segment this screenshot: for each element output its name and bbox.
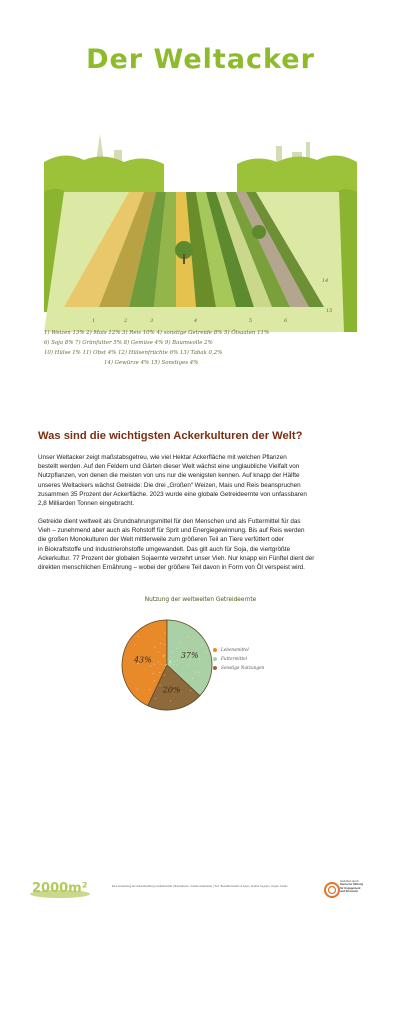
pie-texture-dot: [149, 689, 150, 690]
svg-text:4: 4: [194, 318, 198, 324]
pie-texture-dot: [154, 680, 155, 681]
pie-texture-dot: [170, 662, 171, 663]
pie-texture-dot: [165, 644, 166, 645]
legend-line: 14) Gewürze 4% 15) Sonstiges 4%: [104, 360, 199, 366]
pie-texture-dot: [134, 644, 135, 645]
pie-texture-dot: [137, 689, 138, 690]
legend-line: 6) Soja 8% 7) Grünfutter 5% 8) Gemüse 4% 9) Baumwolle 2%: [44, 340, 213, 346]
2000m2-logo-icon: [30, 876, 100, 898]
pie-texture-dot: [176, 648, 177, 649]
pie-texture-dot: [154, 664, 155, 665]
svg-text:5: 5: [249, 318, 253, 324]
svg-text:2000m²: 2000m²: [32, 881, 88, 896]
chart-title: Nutzung der weltweiten Getreideernte: [144, 597, 257, 603]
legend-line: 1) Weizen 13% 2) Mais 12% 3) Reis 10% 4) sonstige Getreide 8% 5) Ölsaaten 11%: [44, 330, 270, 336]
pie-texture-dot: [164, 665, 165, 666]
pie-texture-dot: [166, 664, 167, 665]
pie-texture-dot: [158, 662, 159, 663]
legend-item-lebensmittel: Lebensmittel: [213, 647, 249, 652]
svg-text:15: 15: [326, 308, 333, 314]
legend-item-futtermittel: Futtermittel: [213, 656, 247, 661]
pie-texture-dot: [161, 664, 162, 665]
field-icon: [44, 132, 357, 397]
field-illustration: [44, 132, 357, 397]
foundation-text: Gefördert durch Deutsche Stiftung für Engagement und Ehrenamt: [340, 880, 363, 894]
pie-texture-dot: [155, 698, 156, 699]
pie-data-label: 37%: [180, 651, 199, 661]
paragraph-1: Unser Weltacker zeigt maßstabsgetreu, wie viel Hektar Ackerfläche mit welchen Pflanzen bestellt werden. Auf den Feldern und Gärten dieser Welt wächst eine unglaubliche Vielfalt von Nutzpflanzen, von denen die meisten von uns nur die wenigsten kennen. Auf knapp der Hälfte unseres Weltackers wächst Getreide: Die drei „Großen“ Weizen, Mais und Reis beanspruchen zusammen 35 Prozent der Ackerfläche. 2023 wurde eine globale Getreideernte von unfassbaren 2,8 Milliarden Tonnen eingebracht.: [38, 454, 307, 508]
pie-texture-dot: [179, 642, 180, 643]
pie-texture-dot: [153, 673, 154, 674]
pie-chart: [120, 618, 214, 712]
pie-texture-dot: [164, 655, 165, 656]
pie-texture-dot: [164, 675, 165, 676]
legend-swatch: [213, 657, 217, 661]
svg-text:14: 14: [322, 278, 329, 284]
pie-texture-dot: [160, 685, 161, 686]
pie-texture-dot: [170, 700, 171, 701]
svg-text:1: 1: [92, 318, 96, 324]
footer-credits: Eine Ausstellung der Zukunftsstiftung Landwirtschaft | Illustrationen: Andrea Grabowsky | Text: Benedikt Haerlin & Jaymi, Andrea Cuypers, Jürgen Jordan: [112, 885, 288, 888]
pie-data-label: 43%: [133, 655, 152, 665]
pie-texture-dot: [171, 663, 172, 664]
svg-text:3: 3: [150, 318, 154, 324]
pie-texture-dot: [158, 652, 159, 653]
legend-line: 10) Hülse 1% 11) Obst 4% 12) Hülsenfrüchte 6% 13) Tabak 0,2%: [44, 350, 223, 356]
pie-texture-dot: [164, 668, 165, 669]
pie-texture-dot: [206, 651, 207, 652]
pie-texture-dot: [176, 665, 177, 666]
pie-texture-dot: [202, 644, 203, 645]
pie-texture-dot: [190, 690, 191, 691]
svg-text:6: 6: [284, 318, 288, 324]
pie-texture-dot: [172, 652, 173, 653]
pie-texture-dot: [187, 636, 188, 637]
pie-texture-dot: [160, 643, 161, 644]
pie-texture-dot: [159, 672, 160, 673]
paragraph-2: Getreide dient weltweit als Grundnahrungsmittel für den Menschen und als Futtermittel für das Vieh – zunehmend aber auch als Rohstoff für Sprit und Energiegewinnung. Bis auf Reis werden die großen Monokulturen der Welt mittlerweile zum größeren Teil an Tiere verfüttert oder in Biokraftstoffe und Industrierohstoffe umgewandelt. Das gilt auch für Soja, die viertgrößte Ackerkultur. 77 Prozent der globalen Sojaernte verzehrt unser Vieh. Nur knapp ein Fünftel dient der direkten menschlichen Ernährung – wobei der größere Teil davon in Form von Öl verspeist wird.: [38, 518, 315, 572]
pie-texture-dot: [199, 659, 200, 660]
svg-text:2: 2: [124, 318, 128, 324]
pie-texture-dot: [173, 664, 174, 665]
pie-texture-dot: [170, 660, 171, 661]
pie-texture-dot: [154, 647, 155, 648]
pie-data-label: 20%: [162, 685, 181, 695]
legend-swatch: [213, 648, 217, 652]
pie-texture-dot: [150, 666, 151, 667]
legend-swatch: [213, 666, 217, 670]
pie-texture-dot: [174, 661, 175, 662]
page-title: Der Weltacker: [86, 44, 315, 75]
pie-texture-dot: [199, 672, 200, 673]
pie-texture-dot: [198, 672, 199, 673]
pie-texture-dot: [192, 678, 193, 679]
section-heading: Was sind die wichtigsten Ackerkulturen der Welt?: [38, 430, 303, 442]
pie-texture-dot: [195, 672, 196, 673]
legend-item-sonstige: Sonstige Nutzungen: [213, 665, 264, 670]
pie-texture-dot: [138, 636, 139, 637]
pie-texture-dot: [164, 632, 165, 633]
pie-texture-dot: [169, 662, 170, 663]
pie-texture-dot: [169, 665, 170, 666]
pie-texture-dot: [163, 655, 164, 656]
pie-texture-dot: [177, 660, 178, 661]
pie-texture-dot: [187, 665, 188, 666]
